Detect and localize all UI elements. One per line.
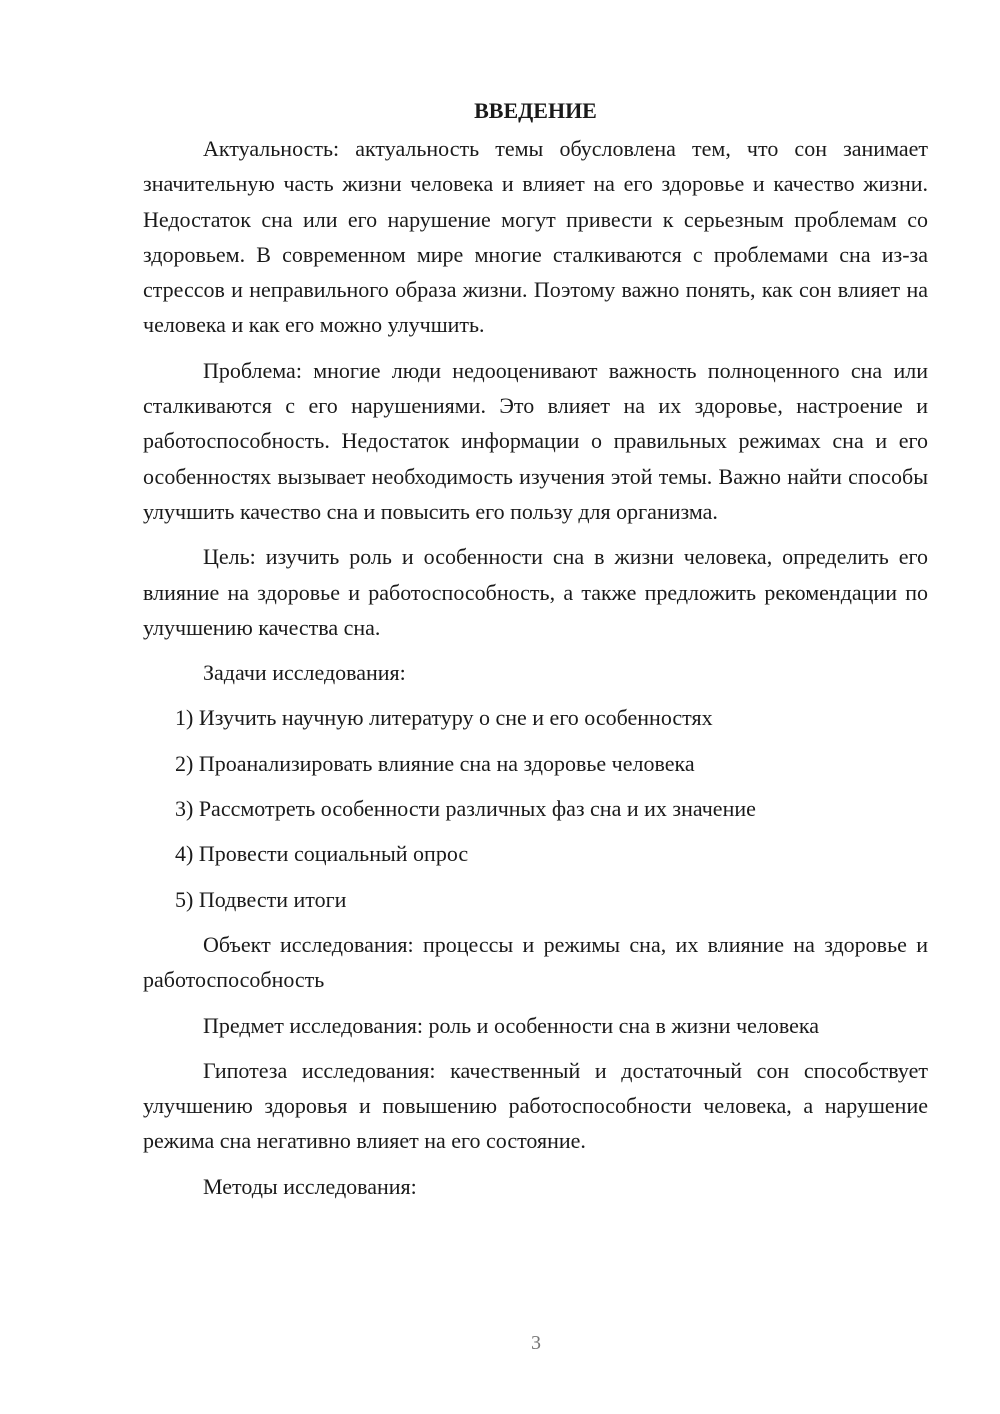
- list-item: 1) Изучить научную литературу о сне и его особенностях: [175, 705, 713, 731]
- list-item: 2) Проанализировать влияние сна на здоровье человека: [175, 750, 695, 776]
- paragraph-goal: Цель: изучить роль и особенности сна в жизни человека, определить его влияние на здоровье и работоспособность, а также предложить рекомендации по улучшению качества сна.: [143, 544, 928, 640]
- paragraph-object: Объект исследования: процессы и режимы сна, их влияние на здоровье и работоспособность: [143, 931, 928, 993]
- paragraph-tasks-heading: Задачи исследования:: [203, 660, 406, 686]
- list-item: 4) Провести социальный опрос: [175, 841, 469, 867]
- section-title: ВВЕДЕНИЕ: [474, 98, 597, 123]
- paragraph-hypothesis: Гипотеза исследования: качественный и достаточный сон способствует улучшению здоровья и повышению работоспособности человека, а нарушение режима сна негативно влияет на его состояние.: [143, 1057, 928, 1154]
- list-item: 3) Рассмотреть особенности различных фаз сна и их значение: [175, 796, 756, 822]
- paragraph-methods: Методы исследования:: [203, 1173, 417, 1199]
- paragraph-problem: Проблема: многие люди недооценивают важность полноценного сна или сталкиваются с его нарушениями. Это влияет на их здоровье, настроение и работоспособность. Недостаток информации о правильных режимах сна и его особенностях вызывает необходимость изучения этой темы. Важно найти способы улучшить качество сна и повысить его пользу для организма.: [143, 357, 928, 524]
- paragraph-relevance: Актуальность: актуальность темы обусловлена тем, что сон занимает значительную часть жизни человека и влияет на его здоровье и качество жизни. Недостаток сна или его нарушение могут привести к серьезным проблемам со здоровьем. В современном мире многие сталкиваются с проблемами сна из-за стрессов и неправильного образа жизни. Поэтому важно понять, как сон влияет на человека и как его можно улучшить.: [143, 136, 928, 338]
- list-item: 5) Подвести итоги: [175, 886, 347, 912]
- document-page: [143, 95, 928, 1214]
- paragraph-subject: Предмет исследования: роль и особенности сна в жизни человека: [203, 1012, 820, 1038]
- page-number: 3: [531, 1332, 541, 1354]
- task-list: [143, 700, 928, 916]
